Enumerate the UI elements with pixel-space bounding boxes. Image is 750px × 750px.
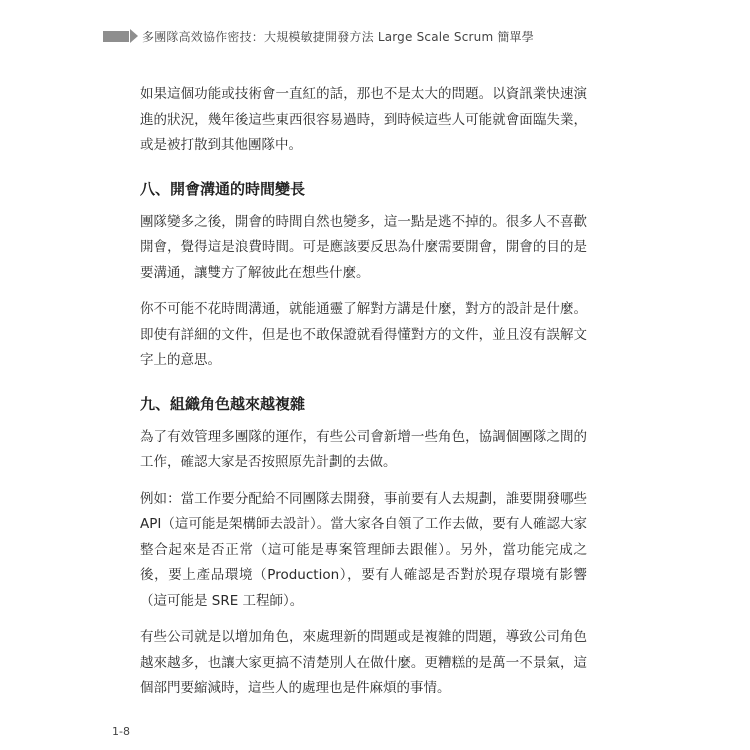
header-title: 多團隊高效協作密技：大規模敏捷開發方法 Large Scale Scrum 簡單學 [142,29,534,44]
section9-paragraph-1: 為了有效管理多團隊的運作，有些公司會新增一些角色，協調個團隊之間的工作，確認大家是否按照原先計劃的去做。 [140,428,587,470]
section9-paragraph-3: 有些公司就是以增加角色，來處理新的問題或是複雜的問題，導致公司角色越來越多，也讓大家更搞不清楚別人在做什麼。更糟糕的是萬一不景氣，這個部門要縮減時，這些人的處理也是件麻煩的事情。 [140,629,587,696]
section-heading-8: 八、開會溝通的時間變長 [140,179,306,198]
page-number: 1-8 [112,725,130,738]
header-arrow-icon [130,29,138,43]
section8-paragraph-1: 團隊變多之後，開會的時間自然也變多，這一點是逃不掉的。很多人不喜歡開會，覺得這是浪費時間。可是應該要反思為什麼需要開會，開會的目的是要溝通，讓雙方了解彼此在想些什麼。 [140,213,587,281]
page-body [140,82,587,702]
header-bar-marker [103,31,129,42]
section8-paragraph-2: 你不可能不花時間溝通，就能通靈了解對方講是什麼，對方的設計是什麼。即使有詳細的文件，但是也不敢保證就看得懂對方的文件，並且沒有誤解文字上的意思。 [140,301,587,368]
section-heading-9: 九、組織角色越來越複雜 [140,394,306,413]
intro-paragraph: 如果這個功能或技術會一直紅的話，那也不是太大的問題。以資訊業快速演進的狀況，幾年後這些東西很容易過時，到時候這些人可能就會面臨失業，或是被打散到其他團隊中。 [140,86,587,153]
section9-paragraph-2: 例如：當工作要分配給不同團隊去開發，事前要有人去規劃，誰要開發哪些 API（這可能是架構師去設計）。當大家各自領了工作去做，要有人確認大家整合起來是否正常（這可能是專案管理師去跟催）。另外，當功能完成之後，要上產品環境（Production），要有人確認是否對於現存環境有影響（這可能是 SRE 工程師）。 [140,490,587,609]
running-header [103,26,534,46]
